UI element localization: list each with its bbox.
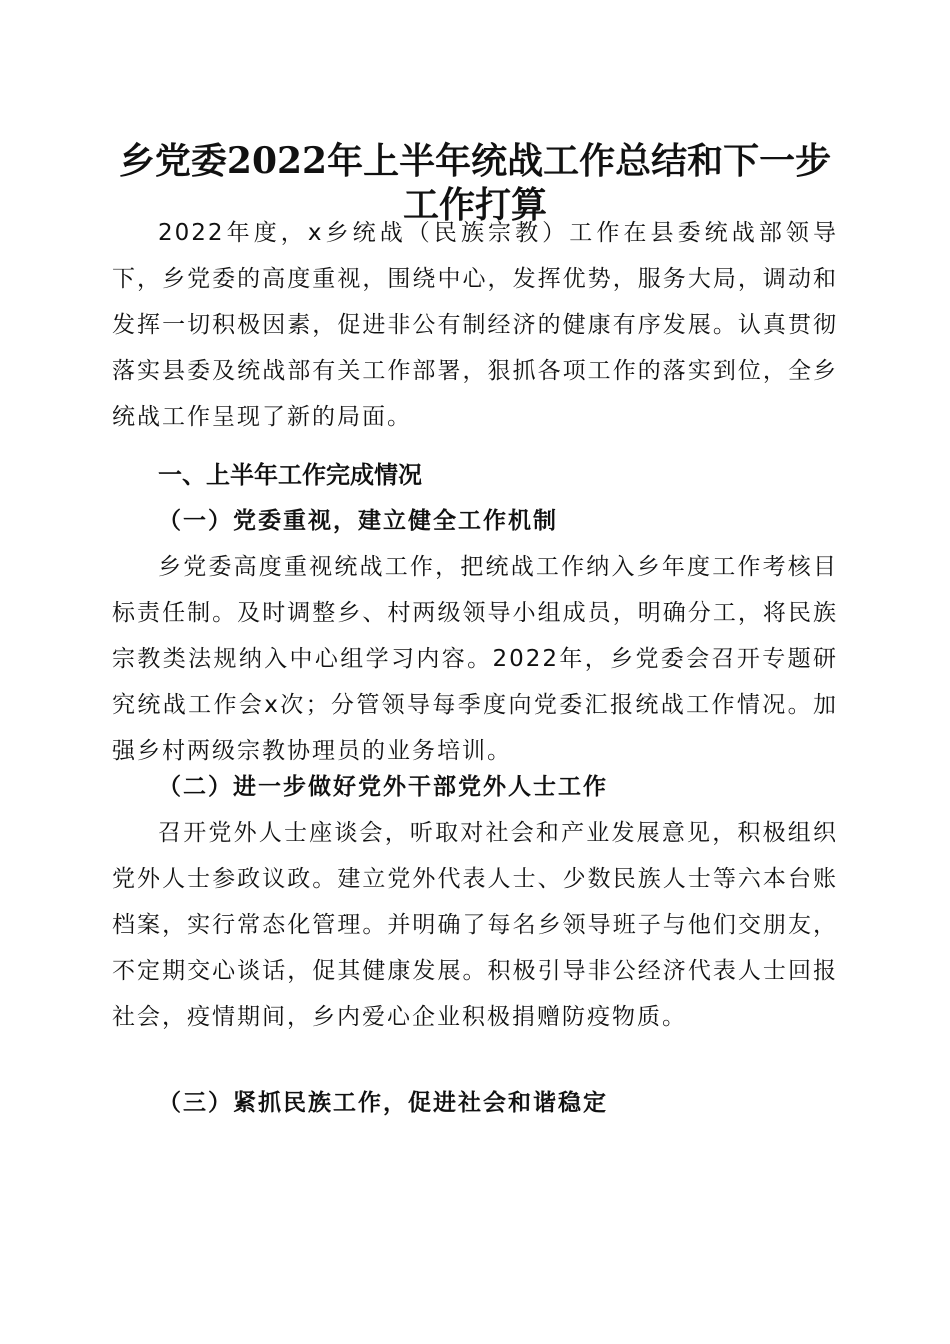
- document-title-line-1: 乡党委2022年上半年统战工作总结和下一步: [118, 140, 832, 182]
- document-title-line-2: 工作打算: [402, 184, 547, 226]
- subsection-2-heading: （二）进一步做好党外干部党外人士工作: [158, 774, 608, 800]
- subsection-2-body: 召开党外人士座谈会，听取对社会和产业发展意见，积极组织党外人士参政议政。建立党外代表人士、少数民族人士等六本台账档案，实行常态化管理。并明确了每名乡领导班子与他们交朋友，不定期交心谈话，促其健康发展。积极引导非公经济代表人士回报社会，疫情期间，乡内爱心企业积极捐赠防疫物质。: [112, 820, 838, 1030]
- section-1-heading: 一、上半年工作完成情况: [158, 461, 422, 489]
- subsection-1-heading: （一）党委重视，建立健全工作机制: [158, 508, 558, 534]
- intro-paragraph: 2022年度，x乡统战（民族宗教）工作在县委统战部领导下，乡党委的高度重视，围绕中心，发挥优势，服务大局，调动和发挥一切积极因素，促进非公有制经济的健康有序发展。认真贯彻落实县委及统战部有关工作部署，狠抓各项工作的落实到位，全乡统战工作呈现了新的局面。: [112, 220, 838, 430]
- subsection-3-heading: （三）紧抓民族工作，促进社会和谐稳定: [158, 1090, 608, 1116]
- subsection-1-body: 乡党委高度重视统战工作，把统战工作纳入乡年度工作考核目标责任制。及时调整乡、村两级领导小组成员，明确分工，将民族宗教类法规纳入中心组学习内容。2022年，乡党委会召开专题研究统战工作会x次；分管领导每季度向党委汇报统战工作情况。加强乡村两级宗教协理员的业务培训。: [112, 554, 838, 764]
